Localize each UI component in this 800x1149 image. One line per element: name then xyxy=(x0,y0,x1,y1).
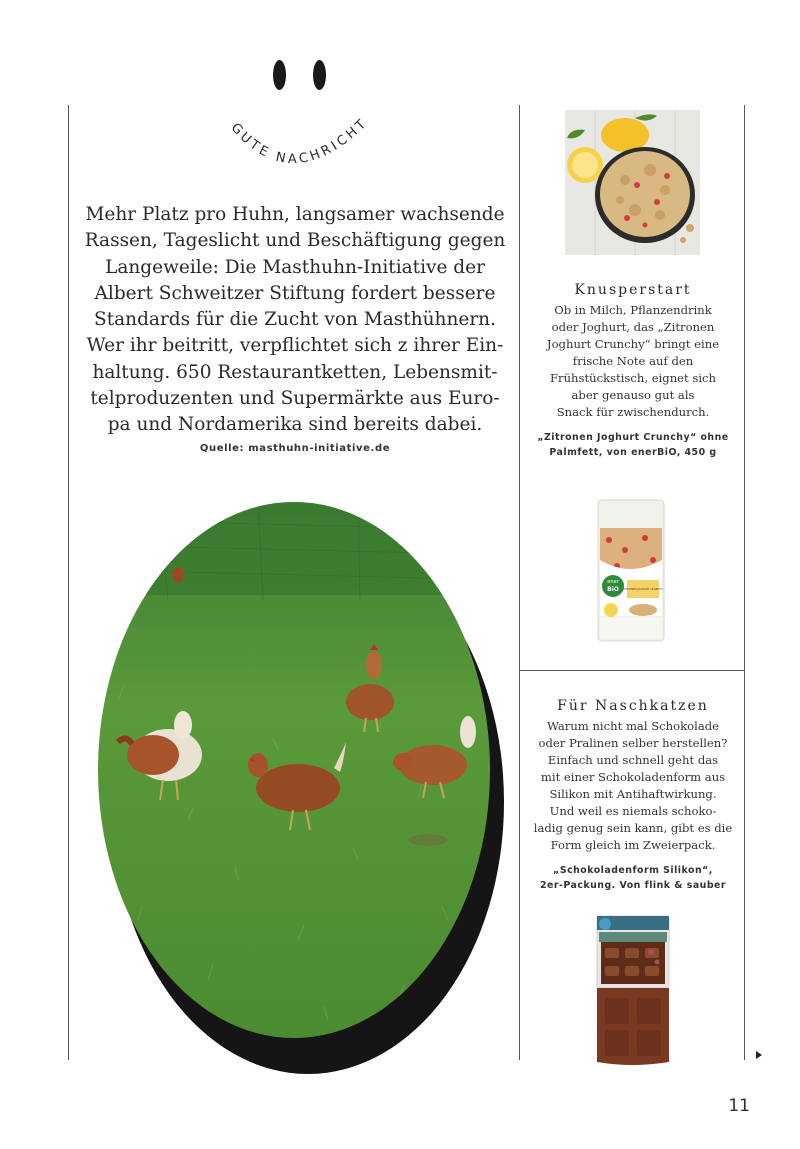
product1-line: aber genauso gut als xyxy=(571,388,695,402)
tag-text: GUTE NACHRICHT xyxy=(227,115,372,168)
product1-title: Knusperstart xyxy=(574,282,692,298)
right-column-rule xyxy=(744,105,745,1060)
product1-caption-line: „Zitronen Joghurt Crunchy“ ohne xyxy=(537,432,729,443)
right-column-separator xyxy=(519,670,745,671)
article-line: Standards für die Zucht von Masthühnern. xyxy=(94,309,496,331)
product2-description xyxy=(527,718,739,854)
product2-line: Silikon mit Antihaftwirkung. xyxy=(549,787,717,801)
product1-line: Joghurt Crunchy“ bringt eine xyxy=(546,337,720,351)
product2-caption-line: „Schokoladenform Silikon“, xyxy=(553,865,713,876)
product2-title: Für Naschkatzen xyxy=(557,698,709,714)
product1-line: Ob in Milch, Pflanzendrink xyxy=(554,303,712,317)
article-line: Albert Schweitzer Stiftung fordert bessere xyxy=(94,282,496,304)
granola-pack-image xyxy=(595,498,667,643)
product2-line: mit einer Schokoladenform aus xyxy=(540,770,726,784)
article-line: Wer ihr beitritt, verpflichtet sich z ihrer Ein- xyxy=(86,335,504,357)
svg-text:GUTE NACHRICHT xyxy=(228,115,372,167)
pack-brand-bio: BiO xyxy=(607,586,619,593)
page-number: 11 xyxy=(728,1096,750,1116)
pack-brand-ener: ener xyxy=(607,579,619,585)
product1-line: Snack für zwischendurch. xyxy=(556,405,710,419)
product1-description xyxy=(527,302,739,421)
column-divider xyxy=(519,105,520,1060)
article-line: haltung. 650 Restaurantketten, Lebensmit- xyxy=(92,361,498,383)
article-source: Quelle: masthuhn-initiative.de xyxy=(199,443,391,454)
product2-line: oder Pralinen selber herstellen? xyxy=(538,736,728,750)
product2-caption xyxy=(522,863,744,893)
product2-line: Warum nicht mal Schokolade xyxy=(546,719,720,733)
product1-caption xyxy=(522,430,744,460)
article-line: Rassen, Tageslicht und Beschäftigung gegen xyxy=(84,230,506,252)
next-page-arrow-icon xyxy=(756,1051,762,1059)
product1-line: Frühstückstisch, eignet sich xyxy=(550,371,716,385)
article-line: telproduzenten und Supermärkte aus Euro- xyxy=(90,388,500,410)
pack-label: ZITRONEN JOGHURT CRUNCHY xyxy=(623,588,663,591)
product2-caption-line: 2er-Packung. Von flink & sauber xyxy=(539,880,727,891)
article-line: Mehr Platz pro Huhn, langsamer wachsende xyxy=(85,204,505,225)
article-text xyxy=(80,202,510,439)
product2-line: Und weil es niemals schoko- xyxy=(549,804,717,818)
chocolate-mold-image xyxy=(593,912,673,1067)
article-line: Langeweile: Die Masthuhn-Initiative der xyxy=(105,256,485,278)
article-line: pa und Nordamerika sind bereits dabei. xyxy=(107,414,483,436)
product2-line: Form gleich im Zweierpack. xyxy=(550,838,716,852)
product1-caption-line: Palmfett, von enerBiO, 450 g xyxy=(549,447,717,458)
smiley-right-eye xyxy=(313,60,326,90)
product1-line: frische Note auf den xyxy=(572,354,694,368)
chickens-photo xyxy=(98,500,508,1080)
product2-line: ladig genug sein kann, gibt es die xyxy=(533,821,733,835)
product2-line: Einfach und schnell geht das xyxy=(547,753,719,767)
smiley-left-eye xyxy=(273,60,286,90)
product1-line: oder Joghurt, das „Zitronen xyxy=(551,320,715,334)
granola-bowl-image xyxy=(565,110,700,255)
left-column-rule xyxy=(68,105,69,1060)
